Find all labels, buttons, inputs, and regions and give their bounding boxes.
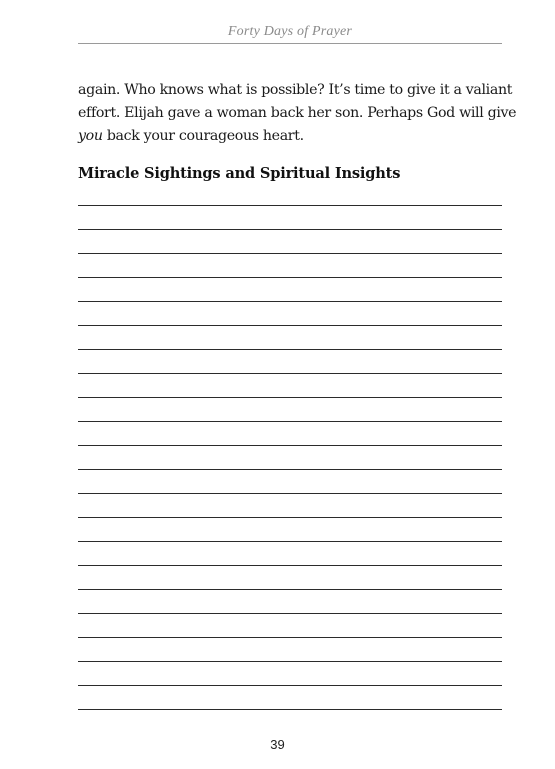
emphasis-you: you xyxy=(78,128,103,144)
body-line-3-rest: back your courageous heart. xyxy=(102,128,304,144)
writing-line xyxy=(78,301,502,302)
writing-line xyxy=(78,493,502,494)
writing-line xyxy=(78,589,502,590)
writing-line xyxy=(78,325,502,326)
section-title: Miracle Sightings and Spiritual Insights xyxy=(78,165,401,182)
page-number: 39 xyxy=(270,737,285,752)
writing-line xyxy=(78,565,502,566)
writing-line xyxy=(78,349,502,350)
writing-line xyxy=(78,541,502,542)
writing-line xyxy=(78,277,502,278)
writing-line xyxy=(78,637,502,638)
writing-line xyxy=(78,613,502,614)
writing-line xyxy=(78,445,502,446)
writing-line xyxy=(78,469,502,470)
writing-line xyxy=(78,253,502,254)
writing-lines xyxy=(78,0,502,769)
writing-line xyxy=(78,517,502,518)
running-header: Forty Days of Prayer xyxy=(227,24,353,39)
writing-line xyxy=(78,421,502,422)
writing-line xyxy=(78,397,502,398)
writing-line xyxy=(78,685,502,686)
writing-line xyxy=(78,373,502,374)
writing-line xyxy=(78,709,502,710)
body-line-2: effort. Elijah gave a woman back her son. Perhaps God will give xyxy=(78,105,517,121)
writing-line xyxy=(78,229,502,230)
body-line-1: again. Who knows what is possible? It’s time to give it a valiant xyxy=(78,82,513,98)
writing-line xyxy=(78,205,502,206)
writing-line xyxy=(78,661,502,662)
